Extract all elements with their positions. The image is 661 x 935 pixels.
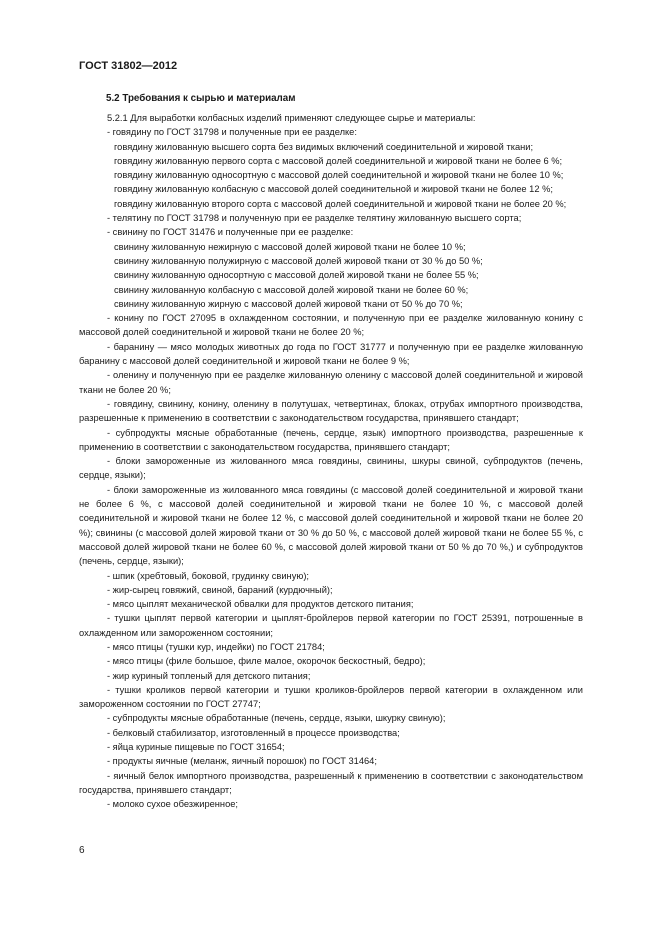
paragraph: - блоки замороженные из жилованного мяса говядины (с массовой долей соединительной и жировой ткани не более 6 %, с массовой долей соединительной и жировой ткани не более 10 %, с массовой долей соединительной и жировой ткани не более 12 %, с массовой долей соединительной и жировой ткани не более 20 %); свинины (с массовой долей жировой ткани от 30 % до 50 %, с массовой долей жировой ткани не более 55 %, с массовой долей жировой ткани не более 60 %, с массовой долей жировой ткани от 50 % до 70 %,) и субпродуктов (печень, сердце, языки); xyxy=(79,484,583,567)
paragraph: свинину жилованную жирную с массовой долей жировой ткани от 50 % до 70 %; xyxy=(114,298,463,309)
paragraph: говядину жилованную колбасную с массовой долей соединительной и жировой ткани не более 12 %; xyxy=(114,184,553,195)
paragraph: - субпродукты мясные обработанные (печень, сердце, язык) импортного производства, разрешенные к применению в соответствии с законодательством государства, принявшего стандарт; xyxy=(79,427,583,452)
body-text xyxy=(79,111,583,812)
paragraph: - яйца куриные пищевые по ГОСТ 31654; xyxy=(107,742,285,753)
paragraph: - оленину и полученную при ее разделке жилованную оленину с массовой долей соединительной и жировой ткани не более 20 %; xyxy=(79,370,583,395)
paragraph: - мясо цыплят механической обвалки для продуктов детского питания; xyxy=(107,599,414,610)
paragraph: - баранину — мясо молодых животных до года по ГОСТ 31777 и полученную при ее разделке жилованную баранину с массовой долей соединительной и жировой ткани не более 9 %; xyxy=(79,341,583,367)
paragraph: говядину жилованную высшего сорта без видимых включений соединительной и жировой ткани; xyxy=(114,141,534,152)
paragraph: свинину жилованную колбасную с массовой долей жировой ткани не более 60 %; xyxy=(114,284,469,295)
section-title: 5.2 Требования к сырью и материалам xyxy=(106,93,296,104)
paragraph: 5.2.1 Для выработки колбасных изделий применяют следующее сырье и материалы: xyxy=(107,113,476,123)
paragraph: говядину жилованную первого сорта с массовой долей соединительной и жировой ткани не более 6 %; xyxy=(114,155,563,166)
paragraph: - белковый стабилизатор, изготовленный в процессе производства; xyxy=(107,727,400,738)
paragraph: - конину по ГОСТ 27095 в охлажденном состоянии, и полученную при ее разделке жилованную конину с массовой долей соединительной и жировой ткани не более 20 %; xyxy=(79,313,583,338)
paragraph: - яичный белок импортного производства, разрешенный к применению в соответствии с законодательством государства, принявшего стандарт; xyxy=(79,770,583,795)
paragraph: говядину жилованную второго сорта с массовой долей соединительной и жировой ткани не более 20 %; xyxy=(114,198,567,209)
page-number: 6 xyxy=(79,845,85,856)
paragraph: - телятину по ГОСТ 31798 и полученную при ее разделке телятину жилованную высшего сорта; xyxy=(107,213,522,224)
paragraph: свинину жилованную односортную с массовой долей жировой ткани не более 55 %; xyxy=(114,270,479,281)
paragraph: свинину жилованную полужирную с массовой долей жировой ткани от 30 % до 50 %; xyxy=(114,255,483,266)
paragraph: - жир-сырец говяжий, свиной, бараний (курдючный); xyxy=(107,584,333,595)
paragraph: свинину жилованную нежирную с массовой долей жировой ткани не более 10 %; xyxy=(114,241,466,252)
paragraph: - блоки замороженные из жилованного мяса говядины, свинины, шкуры свиной, субпродуктов (печень, сердце, языки); xyxy=(79,456,583,481)
paragraph: - говядину, свинину, конину, оленину в полутушах, четвертинах, блоках, отрубах импортного производства, разрешенные к применению в соответствии с законодательством государства, принявшего стандарт; xyxy=(79,398,583,424)
paragraph: - говядину по ГОСТ 31798 и полученные при ее разделке: xyxy=(107,127,357,138)
paragraph: - продукты яичные (меланж, яичный порошок) по ГОСТ 31464; xyxy=(107,756,377,767)
paragraph: - тушки кроликов первой категории и тушки кроликов-бройлеров первой категории в охлажденном или замороженном состоянии по ГОСТ 27747; xyxy=(79,684,583,710)
document-header: ГОСТ 31802—2012 xyxy=(79,60,178,72)
paragraph: - субпродукты мясные обработанные (печень, сердце, языки, шкурку свиную); xyxy=(107,713,446,724)
paragraph: - свинину по ГОСТ 31476 и полученные при ее разделке: xyxy=(107,227,354,238)
paragraph: - тушки цыплят первой категории и цыплят-бройлеров первой категории по ГОСТ 25391, потрошенные в охлажденном или замороженном состоянии; xyxy=(79,613,583,638)
paragraph: - мясо птицы (филе большое, филе малое, окорочок бескостный, бедро); xyxy=(107,656,426,667)
paragraph: - молоко сухое обезжиренное; xyxy=(107,799,238,810)
paragraph: говядину жилованную односортную с массовой долей соединительной и жировой ткани не более 10 %; xyxy=(114,170,564,181)
paragraph: - жир куриный топленый для детского питания; xyxy=(107,670,311,681)
paragraph: - мясо птицы (тушки кур, индейки) по ГОСТ 21784; xyxy=(107,641,325,652)
paragraph: - шпик (хребтовый, боковой, грудинку свиную); xyxy=(107,570,309,581)
